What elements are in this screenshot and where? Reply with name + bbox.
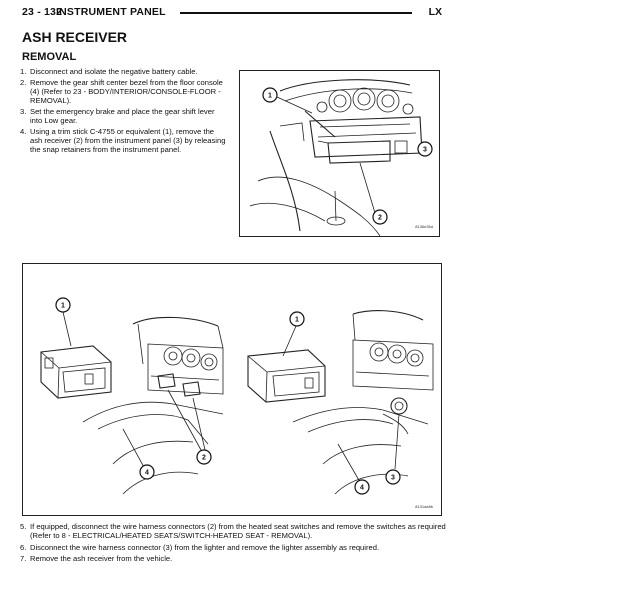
step-item bbox=[20, 554, 450, 563]
figure-top-drawing bbox=[240, 71, 441, 238]
section-subtitle: REMOVAL bbox=[22, 51, 77, 63]
callout-3 bbox=[418, 142, 432, 156]
removal-steps-top bbox=[20, 67, 226, 156]
step-text: Set the emergency brake and place the gear shift lever into Low gear. bbox=[30, 106, 215, 126]
step-number: 3. bbox=[20, 106, 27, 116]
step-text: Disconnect and isolate the negative battery cable. bbox=[30, 67, 198, 76]
callout-2 bbox=[373, 210, 387, 224]
callout-right-4 bbox=[355, 480, 369, 494]
model-code: LX bbox=[428, 6, 442, 18]
svg-text:2: 2 bbox=[202, 454, 206, 462]
callout-left-1 bbox=[56, 298, 70, 312]
step-number: 7. bbox=[20, 553, 27, 563]
svg-text:4: 4 bbox=[360, 484, 364, 492]
header-rule bbox=[180, 12, 412, 14]
page-number: 23 - 132 bbox=[22, 6, 63, 18]
callout-left-2 bbox=[197, 450, 211, 464]
step-text: Disconnect the wire harness connector (3) from the lighter and remove the lighter assembly as required. bbox=[30, 542, 380, 552]
step-item bbox=[20, 543, 450, 552]
removal-steps-bottom bbox=[20, 522, 450, 565]
step-text: Remove the ash receiver from the vehicle. bbox=[30, 553, 173, 563]
step-text: Remove the gear shift center bezel from the floor console (4) (Refer to 23 - BODY/INTERIOR/CONSOLE-FLOOR - REMOVAL). bbox=[30, 77, 223, 106]
step-item bbox=[20, 522, 450, 541]
callout-left-4 bbox=[140, 465, 154, 479]
figure-id: 8136e35d bbox=[415, 224, 433, 229]
svg-text:4: 4 bbox=[145, 469, 149, 477]
svg-text:1: 1 bbox=[268, 92, 272, 100]
svg-text:3: 3 bbox=[391, 474, 395, 482]
figure-ash-receiver-removal bbox=[239, 70, 440, 237]
figure-id: 8131ae8b bbox=[415, 504, 433, 509]
step-text: If equipped, disconnect the wire harness connectors (2) from the heated seat switches and remove the switches as required (Refer to 8 - ELECTRICAL/HEATED SEATS/SWITCH-HEATED SEAT - REMOVAL). bbox=[30, 522, 446, 541]
step-item bbox=[20, 127, 226, 155]
callout-right-3 bbox=[386, 470, 400, 484]
svg-text:2: 2 bbox=[378, 214, 382, 222]
svg-text:1: 1 bbox=[295, 316, 299, 324]
step-number: 2. bbox=[20, 77, 27, 87]
section-title: INSTRUMENT PANEL bbox=[56, 6, 166, 18]
step-text: Using a trim stick C-4755 or equivalent (1), remove the ash receiver (2) from the instrument panel (3) by releasing the snap retainers from the instrument panel. bbox=[30, 126, 226, 155]
step-item bbox=[20, 107, 226, 125]
figure-bottom-drawing bbox=[23, 264, 443, 517]
step-item bbox=[20, 78, 226, 106]
page-title: ASH RECEIVER bbox=[22, 29, 128, 45]
step-number: 1. bbox=[20, 67, 27, 76]
step-number: 4. bbox=[20, 126, 27, 136]
step-number: 5. bbox=[20, 522, 27, 531]
step-number: 6. bbox=[20, 542, 27, 552]
figure-switches-lighter bbox=[22, 263, 442, 516]
callout-right-1 bbox=[290, 312, 304, 326]
callout-1 bbox=[263, 88, 277, 102]
svg-text:3: 3 bbox=[423, 146, 427, 154]
step-item bbox=[20, 67, 226, 76]
svg-text:1: 1 bbox=[61, 302, 65, 310]
page-header bbox=[22, 6, 442, 20]
